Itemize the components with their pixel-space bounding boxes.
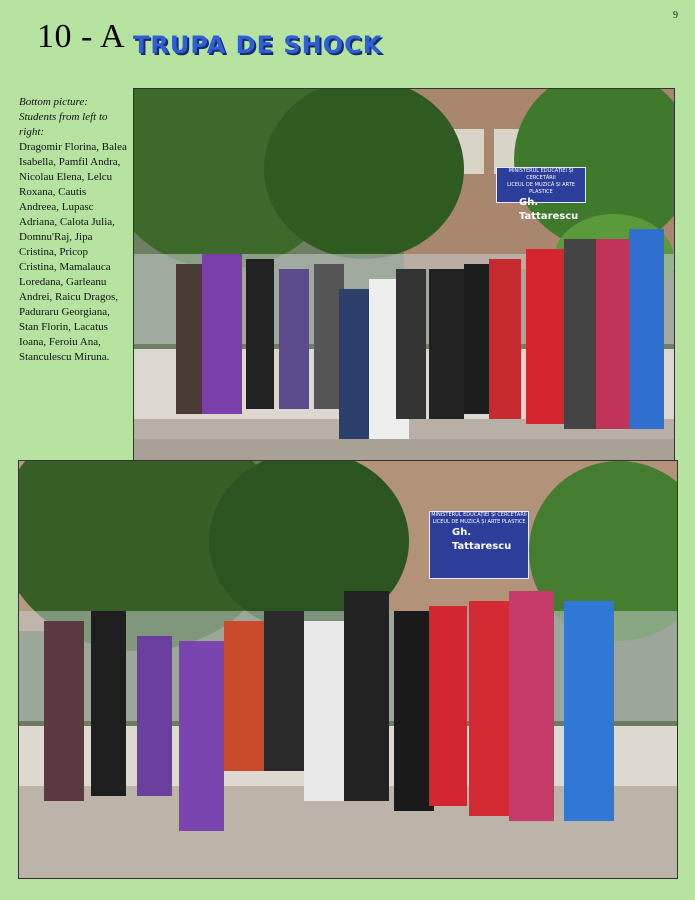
page-number: 9 [673,10,678,21]
sign-ministry: MINISTERUL EDUCAȚIEI ȘI CERCETĂRII [508,168,574,181]
class-label: 10 - A [37,18,125,55]
page-title: TRUPA DE SHOCK [133,31,383,59]
sign-ministry: MINISTERUL EDUCAȚIEI ȘI CERCETĂRII [431,512,527,518]
photo-bottom-image [19,461,677,878]
photo-top-image [134,89,674,497]
sign-name: Gh. Tattarescu [452,527,512,552]
caption-intro: Bottom picture: Students from left to right: [19,96,108,138]
sign-name: Gh. Tattarescu [519,197,579,222]
group-photo-bottom [18,460,678,879]
sign-school: LICEUL DE MUZICĂ ȘI ARTE PLASTICE [507,182,575,195]
photo-caption [19,95,127,365]
school-sign-bottom [429,511,529,579]
school-sign-top [496,167,586,222]
caption-names: Dragomir Florina, Balea Isabella, Pamfil Andra, Nicolau Elena, Lelcu Roxana, Cautis Andreea, Lupasc Adriana, Calota Julia, Domnu'Raj, Jipa Cristina, Pricop Cristina, Mamalauca Loredana, Garleanu Andrei, Raicu Dragos, Paduraru Georgiana, Stan Florin, Lacatus Ioana, Feroiu Ana, Stanculescu Miruna. [19,141,127,363]
group-photo-top [133,88,675,498]
sign-school: LICEUL DE MUZICĂ ȘI ARTE PLASTICE [432,519,526,525]
